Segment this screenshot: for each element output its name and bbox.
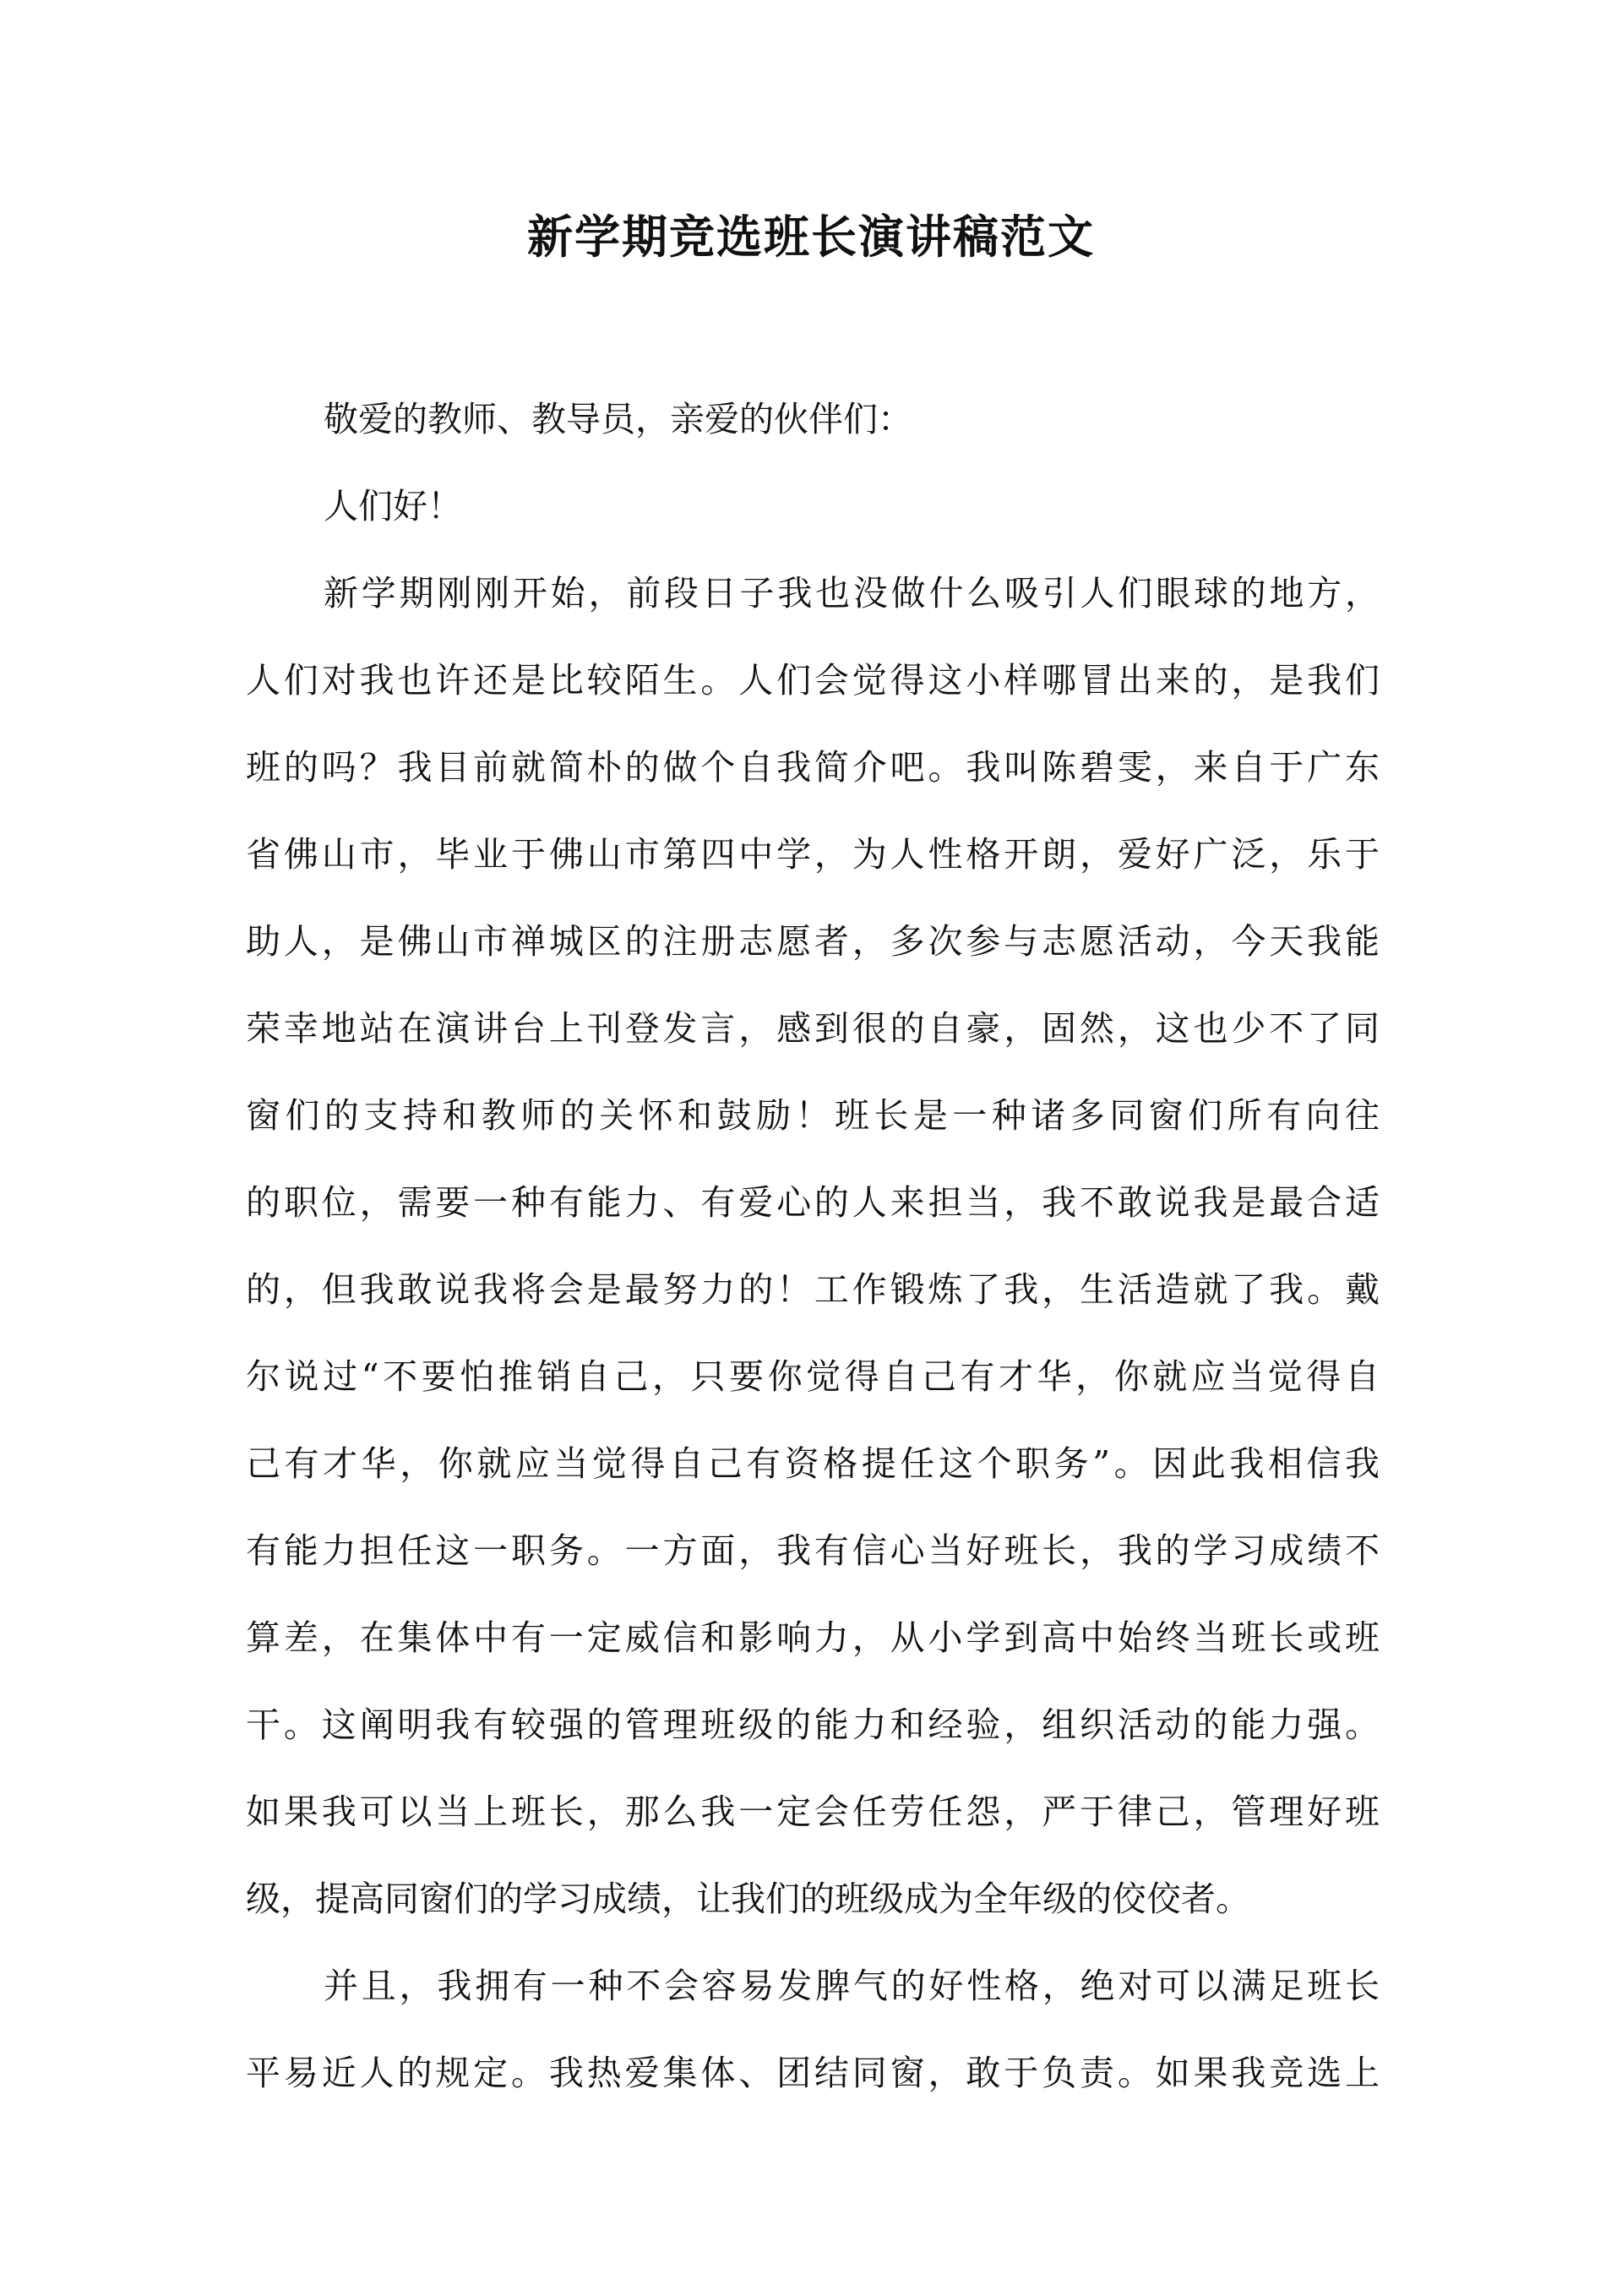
paragraph-line: 并且，我拥有一种不会容易发脾气的好性格，绝对可以满足班长	[324, 1966, 1380, 2006]
paragraph-line: 新学期刚刚开始，前段日子我也没做什么吸引人们眼球的地方，	[324, 573, 1380, 614]
paragraph-line: 荣幸地站在演讲台上刊登发言，感到很的自豪，固然，这也少不了同	[246, 1008, 1380, 1049]
paragraph-1	[246, 550, 1380, 1943]
paragraph-line: 省佛山市，毕业于佛山市第四中学，为人性格开朗，爱好广泛，乐于	[246, 834, 1380, 875]
paragraph-line: 的职位，需要一种有能力、有爱心的人来担当，我不敢说我是最合适	[246, 1182, 1380, 1223]
paragraph-line: 己有才华，你就应当觉得自己有资格提任这个职务”。因此我相信我	[246, 1443, 1380, 1484]
paragraph-line: 尔说过“不要怕推销自己，只要你觉得自己有才华，你就应当觉得自	[246, 1356, 1380, 1397]
paragraph-line: 有能力担任这一职务。一方面，我有信心当好班长，我的学习成绩不	[246, 1530, 1380, 1571]
document-body	[246, 376, 1380, 2117]
paragraph-line: 平易近人的规定。我热爱集体、团结同窗，敢于负责。如果我竞选上	[246, 2053, 1380, 2093]
paragraph-line: 干。这阐明我有较强的管理班级的能力和经验，组织活动的能力强。	[246, 1704, 1380, 1745]
paragraph-line: 如果我可以当上班长，那么我一定会任劳任怨，严于律己，管理好班	[246, 1792, 1380, 1832]
paragraph-line: 班的吗？我目前就简朴的做个自我简介吧。我叫陈碧雯，来自于广东	[246, 747, 1380, 788]
paragraph-line: 人们对我也许还是比较陌生。人们会觉得这小样哪冒出来的，是我们	[246, 660, 1380, 701]
document-title: 新学期竞选班长演讲稿范文	[527, 210, 1095, 264]
paragraph-line: 窗们的支持和教师的关怀和鼓励！班长是一种诸多同窗们所有向往	[246, 1095, 1380, 1136]
paragraph-line: 助人，是佛山市禅城区的注册志愿者，多次参与志愿活动，今天我能	[246, 921, 1380, 962]
paragraph-line: 的，但我敢说我将会是最努力的！工作锻炼了我，生活造就了我。戴	[246, 1269, 1380, 1310]
greeting: 人们好！	[324, 486, 462, 526]
salutation: 敬爱的教师、教导员，亲爱的伙伴们：	[324, 399, 912, 439]
paragraph-2	[246, 1943, 1380, 2117]
paragraph-line: 级，提高同窗们的学习成绩，让我们的班级成为全年级的佼佼者。	[246, 1879, 1250, 1919]
paragraph-line: 算差，在集体中有一定威信和影响力，从小学到高中始终当班长或班	[246, 1617, 1380, 1658]
